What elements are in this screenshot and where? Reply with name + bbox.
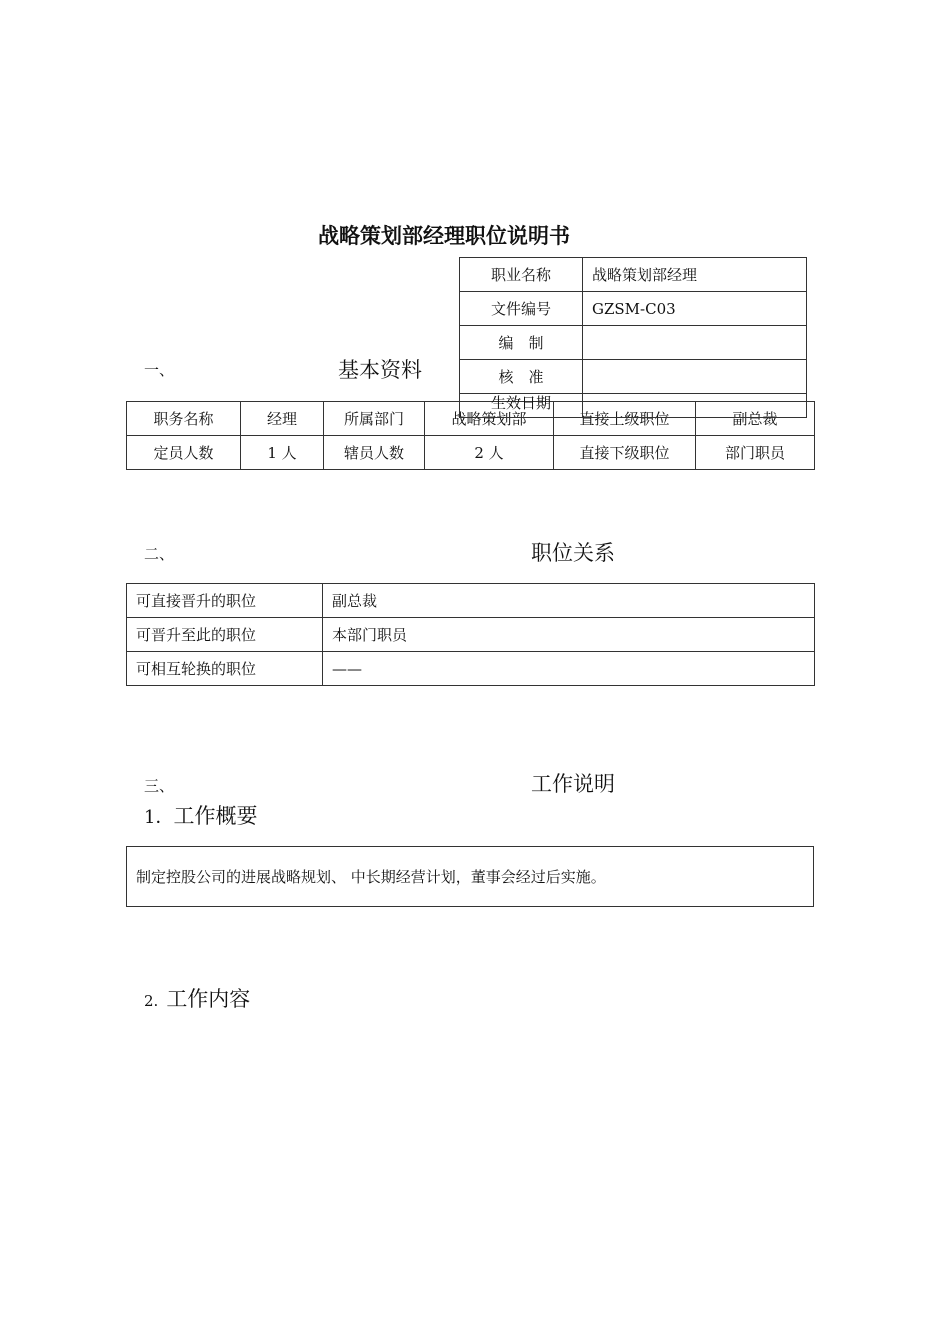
document-info-table [459,257,807,418]
doc-info-value [583,326,807,360]
doc-info-label: 职业名称 [460,258,583,292]
doc-info-value [583,360,807,394]
section-2-title: 职位关系 [531,541,615,565]
table-row [127,584,815,618]
section-2-number: 二、 [144,545,175,563]
section-1-title: 基本资料 [338,358,422,382]
table-row [460,326,807,360]
doc-info-value [583,394,807,418]
relation-value: 副总裁 [323,584,815,618]
subsection-2-number: 2. [144,992,159,1010]
relations-table [126,583,815,686]
section-3-number: 三、 [144,777,175,795]
table-row [460,394,807,418]
department-value: 战略策划部 [425,402,554,436]
subsection-1-number: 1． [144,807,174,828]
table-row [460,292,807,326]
table-row [127,618,815,652]
doc-info-value: GZSM-C03 [583,292,807,326]
job-summary-text: 制定控股公司的进展战略规划、 中长期经营计划，董事会经过后实施。 [136,868,606,886]
position-name-value: 经理 [241,402,324,436]
section-1-number: 一、 [144,361,175,379]
subsection-2-heading [144,983,250,1013]
subsection-1-heading [144,800,257,830]
relation-value: —— [323,652,815,686]
subsection-1-title: 工作概要 [173,804,258,828]
superior-position-value: 副总裁 [696,402,815,436]
section-3-title: 工作说明 [531,772,615,796]
page-title: 战略策划部经理职位说明书 [318,224,570,248]
superior-position-label: 直接上级职位 [554,402,696,436]
job-summary-box [126,846,814,907]
position-name-label: 职务名称 [127,402,241,436]
subsection-2-title: 工作内容 [166,987,251,1011]
doc-info-label: 核 准 [460,360,583,394]
subordinate-count-value: 2 人 [425,436,554,470]
doc-info-value: 战略策划部经理 [583,258,807,292]
doc-info-label: 生效日期 [460,394,583,418]
subordinate-count-label: 辖员人数 [324,436,425,470]
subordinate-position-value: 部门职员 [696,436,815,470]
headcount-value: 1 人 [241,436,324,470]
doc-info-label: 编 制 [460,326,583,360]
doc-info-label: 文件编号 [460,292,583,326]
table-row [460,258,807,292]
table-row [127,436,815,470]
relation-value: 本部门职员 [323,618,815,652]
relation-label: 可直接晋升的职位 [127,584,323,618]
subordinate-position-label: 直接下级职位 [554,436,696,470]
table-row [127,652,815,686]
department-label: 所属部门 [324,402,425,436]
table-row [460,360,807,394]
relation-label: 可晋升至此的职位 [127,618,323,652]
headcount-label: 定员人数 [127,436,241,470]
relation-label: 可相互轮换的职位 [127,652,323,686]
